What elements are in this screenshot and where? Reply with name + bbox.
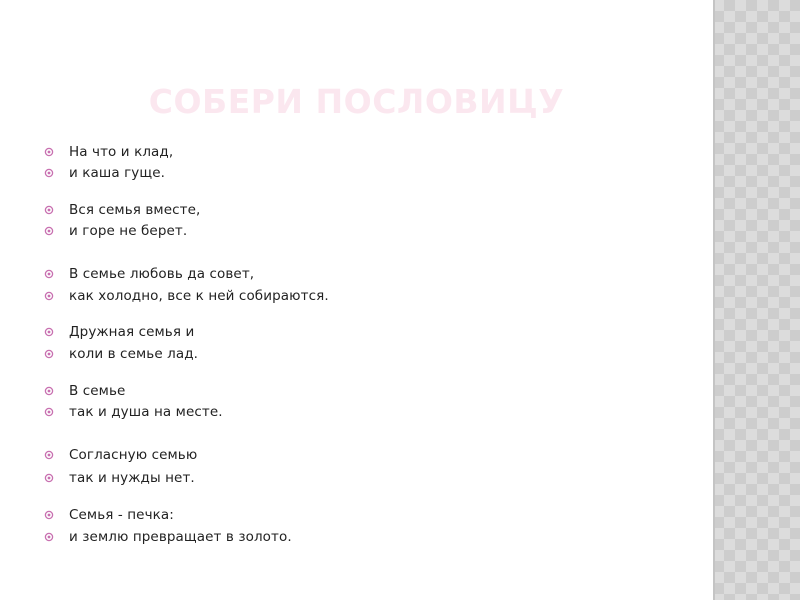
bullet-icon	[44, 532, 54, 542]
list-item	[44, 445, 197, 465]
list-item	[44, 505, 174, 525]
list-item	[44, 402, 223, 422]
bullet-icon	[44, 450, 54, 460]
bullet-icon	[44, 349, 54, 359]
list-item	[44, 286, 329, 306]
bullet-icon	[44, 226, 54, 236]
list-item	[44, 163, 165, 183]
list-item-text: так и душа на месте.	[69, 404, 223, 420]
bullet-icon	[44, 510, 54, 520]
list-item-text: В семье любовь да совет,	[69, 266, 255, 282]
bullet-icon	[44, 473, 54, 483]
list-item-text: как холодно, все к ней собираются.	[69, 288, 329, 304]
list-item-text: Дружная семья и	[69, 324, 195, 340]
list-item	[44, 264, 254, 284]
list-item	[44, 344, 198, 364]
list-item-text: Семья - печка:	[69, 507, 174, 523]
bullet-icon	[44, 205, 54, 215]
list-item-text: На что и клад,	[69, 144, 174, 160]
list-item-text: Согласную семью	[69, 447, 198, 463]
decorative-side-panel	[713, 0, 800, 600]
slide-title: СОБЕРИ ПОСЛОВИЦУ	[148, 82, 565, 121]
bullet-icon	[44, 291, 54, 301]
side-panel-edge	[713, 0, 715, 600]
list-item-text: так и нужды нет.	[69, 470, 195, 486]
list-item	[44, 221, 187, 241]
list-item-text: и горе не берет.	[69, 223, 188, 239]
list-item-text: и каша гуще.	[69, 165, 166, 181]
list-item	[44, 200, 200, 220]
bullet-icon	[44, 269, 54, 279]
bullet-icon	[44, 386, 54, 396]
list-item-text: Вся семья вместе,	[69, 202, 201, 218]
list-item	[44, 142, 173, 162]
list-item	[44, 468, 195, 488]
list-item	[44, 381, 125, 401]
list-item	[44, 527, 292, 547]
bullet-icon	[44, 147, 54, 157]
list-item-text: коли в семье лад.	[69, 346, 199, 362]
list-item	[44, 322, 194, 342]
list-item-text: В семье	[69, 383, 126, 399]
bullet-icon	[44, 168, 54, 178]
bullet-icon	[44, 327, 54, 337]
list-item-text: и землю превращает в золото.	[69, 529, 292, 545]
bullet-icon	[44, 407, 54, 417]
